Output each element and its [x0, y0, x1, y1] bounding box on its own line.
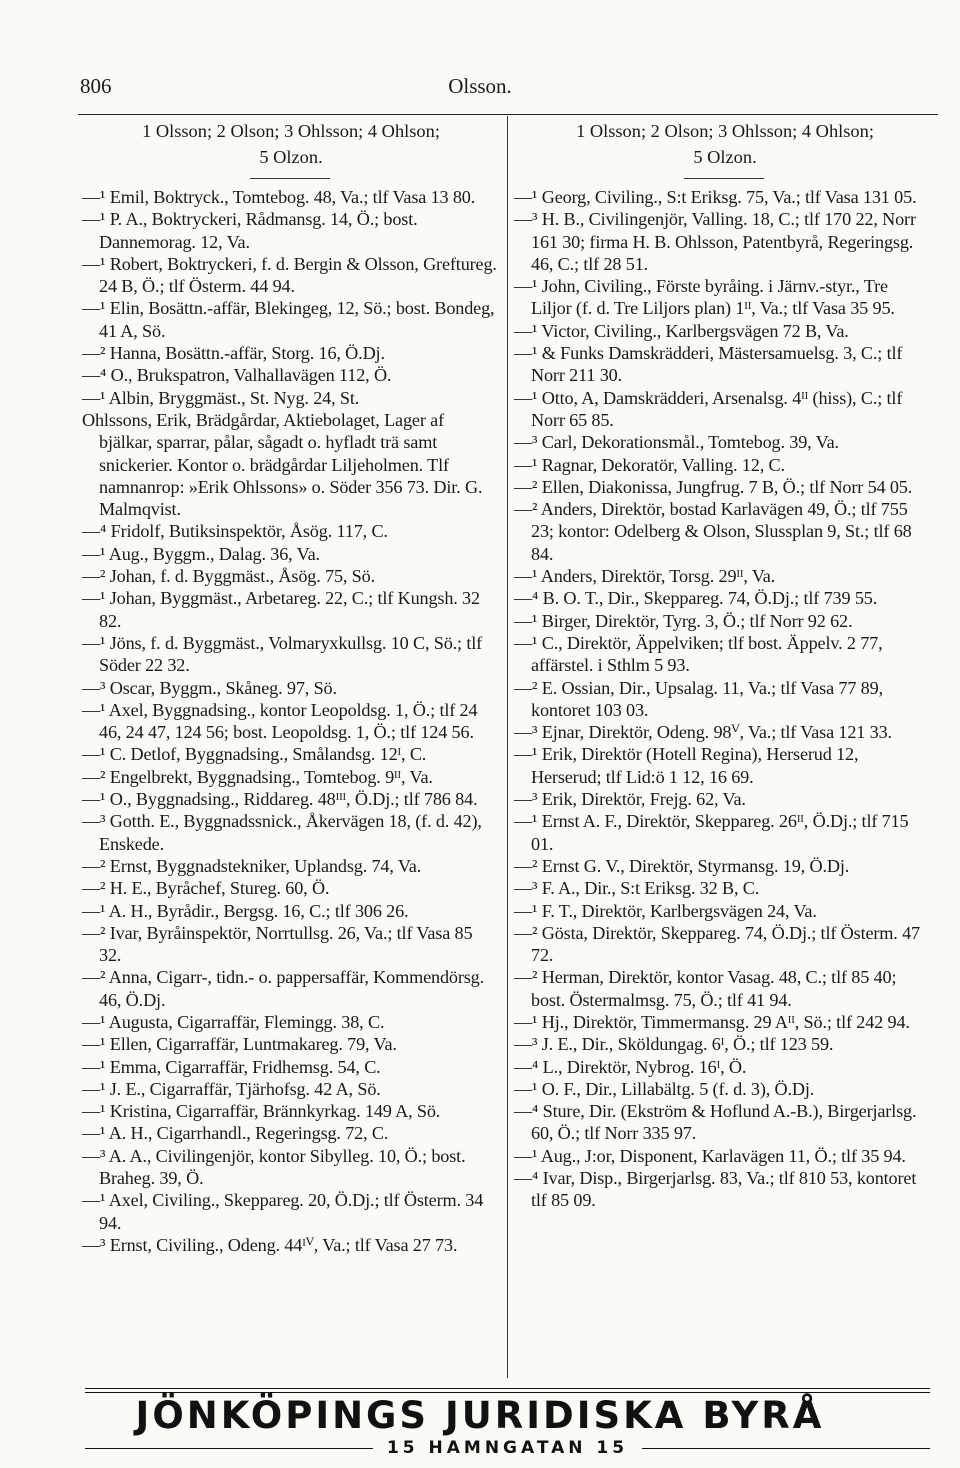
directory-entry: —² Ernst, Byggnadstekniker, Uplandsg. 74, Va.	[82, 855, 422, 876]
directory-entry: —¹ Erik, Direktör (Hotell Regina), Herserud 12, Herserud; tlf Lid:ö 1 12, 16 69.	[514, 744, 859, 787]
directory-entry: —³ Ejnar, Direktör, Odeng. 98ⱽ, Va.; tlf Vasa 121 33.	[514, 722, 892, 743]
directory-entry: —² Anna, Cigarr-, tidn.- o. pappersaffär, Kommendörsg. 46, Ö.Dj.	[82, 967, 485, 1010]
directory-entry: —¹ Otto, A, Damskrädderi, Arsenalsg. 4ᴵᴵ (hiss), C.; tlf Norr 65 85.	[514, 387, 903, 430]
directory-entry: —³ J. E., Dir., Sköldungag. 6ᴵ, Ö.; tlf 123 59.	[514, 1034, 834, 1055]
directory-entry: —¹ O. F., Dir., Lillabältg. 5 (f. d. 3), Ö.Dj.	[514, 1078, 815, 1099]
directory-entry: —¹ A. H., Cigarrhandl., Regeringsg. 72, C.	[82, 1123, 389, 1144]
header-rule	[78, 114, 938, 115]
directory-entry: —¹ Ernst A. F., Direktör, Skeppareg. 26ᴵᴵ, Ö.Dj.; tlf 715 01.	[514, 811, 909, 854]
directory-entry: —³ Carl, Dekorationsmål., Tomtebog. 39, Va.	[514, 432, 839, 453]
directory-entry: —² Anders, Direktör, bostad Karlavägen 49, Ö.; tlf 755 23; kontor: Odelberg & Olson, Slussplan 9, St.; tlf 68 84.	[514, 499, 912, 564]
advertisement-address-line	[85, 1438, 930, 1458]
directory-entry: —¹ Albin, Bryggmäst., St. Nyg. 24, St.	[82, 387, 360, 408]
directory-entry: —¹ Emma, Cigarraffär, Fridhemsg. 54, C.	[82, 1056, 381, 1077]
address-rule-right	[642, 1448, 930, 1449]
directory-entry: —¹ P. A., Boktryckeri, Rådmansg. 14, Ö.; bost. Dannemorag. 12, Va.	[82, 209, 418, 252]
directory-entry: —¹ John, Civiling., Förste byråing. i Järnv.-styr., Tre Liljor (f. d. Tre Liljors plan) 1ᴵᴵ, Va.; tlf Vasa 35 95.	[514, 276, 895, 319]
directory-entry: —¹ Aug., Byggm., Dalag. 36, Va.	[82, 543, 320, 564]
directory-entry: —² Herman, Direktör, kontor Vasag. 48, C.; tlf 85 40; bost. Östermalmsg. 75, Ö.; tlf 41 94.	[514, 967, 897, 1010]
advertisement-rule-top	[85, 1388, 930, 1389]
directory-entry: —⁴ O., Brukspatron, Valhallavägen 112, Ö.	[82, 365, 392, 386]
directory-entry: —¹ Elin, Bosättn.-affär, Blekingeg, 12, Sö.; bost. Bondeg, 41 A, Sö.	[82, 298, 495, 341]
column-header-right	[512, 118, 938, 178]
address-rule-left	[85, 1448, 373, 1449]
directory-entry: —¹ C., Direktör, Äppelviken; tlf bost. Äppelv. 2 77, affärstel. i Sthlm 5 93.	[514, 632, 883, 676]
page-number: 806	[80, 74, 112, 98]
column-header-line2: 5 Olzon.	[259, 147, 323, 167]
directory-entry: —¹ O., Byggnadsing., Riddareg. 48ᴵᴵᴵ, Ö.Dj.; tlf 786 84.	[82, 789, 478, 810]
header-underline-left	[250, 178, 330, 179]
directory-entry: —¹ Axel, Civiling., Skeppareg. 20, Ö.Dj.; tlf Österm. 34 94.	[82, 1190, 484, 1233]
directory-entry: —¹ & Funks Damskrädderi, Mästersamuelsg. 3, C.; tlf Norr 211 30.	[514, 343, 903, 386]
column-divider	[507, 116, 508, 1378]
directory-entry: —² Ivar, Byråinspektör, Norrtullsg. 26, Va.; tlf Vasa 85 32.	[82, 922, 473, 966]
header-underline-right	[684, 178, 764, 179]
left-column	[82, 186, 498, 1256]
directory-entry: —³ Erik, Direktör, Frejg. 62, Va.	[514, 789, 746, 810]
right-column	[514, 186, 930, 1212]
directory-entry: —¹ C. Detlof, Byggnadsing., Smålandsg. 12ᴵ, C.	[82, 744, 427, 765]
directory-entry: —¹ Victor, Civiling., Karlbergsvägen 72 B, Va.	[514, 320, 849, 341]
directory-entry: —¹ Axel, Byggnadsing., kontor Leopoldsg. 1, Ö.; tlf 24 46, 24 47, 124 56; bost. Leopoldsg. 1, Ö.; tlf 124 56.	[82, 699, 478, 743]
directory-entry: —¹ Robert, Boktryckeri, f. d. Bergin & Olsson, Greftureg. 24 B, Ö.; tlf Österm. 44 94.	[82, 253, 497, 297]
directory-entry: —¹ Kristina, Cigarraffär, Brännkyrkag. 149 A, Sö.	[82, 1101, 441, 1122]
directory-entry: —² Johan, f. d. Byggmäst., Åsög. 75, Sö.	[82, 566, 375, 587]
directory-entry: —² Gösta, Direktör, Skeppareg. 74, Ö.Dj.; tlf Österm. 47 72.	[514, 922, 920, 966]
directory-entry: —⁴ Fridolf, Butiksinspektör, Åsög. 117, C.	[82, 521, 388, 542]
column-header-left	[78, 118, 504, 178]
column-header-line1: 1 Olsson; 2 Olson; 3 Ohlsson; 4 Ohlson;	[576, 121, 874, 141]
directory-entry: —¹ F. T., Direktör, Karlbergsvägen 24, Va.	[514, 900, 817, 921]
directory-entry: —³ H. B., Civilingenjör, Valling. 18, C.; tlf 170 22, Norr 161 30; firma H. B. Ohlsson, Patentbyrå, Regeringsg. 46, C.; tlf 28 51.	[514, 209, 916, 274]
directory-entry: —³ Ernst, Civiling., Odeng. 44ᴵⱽ, Va.; tlf Vasa 27 73.	[82, 1234, 458, 1255]
directory-entry: —² Hanna, Bosättn.-affär, Storg. 16, Ö.Dj.	[82, 343, 385, 364]
directory-entry: Ohlssons, Erik, Brädgårdar, Aktiebolaget, Lager af bjälkar, sparrar, pålar, sågadt o. hyfladt trä samt snickerier. Kontor o. brädgårdar Liljeholmen. Tlf namnanrop: »Erik Ohlssons» o. Söder 356 73. Dir. G. Malmqvist.	[82, 409, 483, 520]
advertisement-rule-bottom	[85, 1392, 930, 1393]
running-head: Olsson.	[448, 74, 512, 98]
directory-entry: —² Engelbrekt, Byggnadsing., Tomtebog. 9ᴵᴵ, Va.	[82, 766, 433, 787]
directory-entry: —⁴ B. O. T., Dir., Skeppareg. 74, Ö.Dj.; tlf 739 55.	[514, 588, 878, 609]
column-header-line2: 5 Olzon.	[693, 147, 757, 167]
directory-entry: —² Ellen, Diakonissa, Jungfrug. 7 B, Ö.; tlf Norr 54 05.	[514, 476, 913, 497]
directory-entry: —¹ Ellen, Cigarraffär, Luntmakareg. 79, Va.	[82, 1034, 397, 1055]
directory-entry: —¹ Georg, Civiling., S:t Eriksg. 75, Va.; tlf Vasa 131 05.	[514, 187, 917, 207]
directory-entry: —² Ernst G. V., Direktör, Styrmansg. 19, Ö.Dj.	[514, 855, 850, 876]
directory-entry: —¹ A. H., Byrådir., Bergsg. 16, C.; tlf 306 26.	[82, 900, 409, 921]
directory-entry: —⁴ Ivar, Disp., Birgerjarlsg. 83, Va.; tlf 810 53, kontoret tlf 85 09.	[514, 1168, 917, 1211]
advertisement-title: JÖNKÖPINGS JURIDISKA BYRÅ	[135, 1394, 825, 1437]
directory-entry: —¹ J. E., Cigarraffär, Tjärhofsg. 42 A, Sö.	[82, 1078, 381, 1099]
directory-entry: —² E. Ossian, Dir., Upsalag. 11, Va.; tlf Vasa 77 89, kontoret 103 03.	[514, 677, 883, 720]
column-header-line1: 1 Olsson; 2 Olson; 3 Ohlsson; 4 Ohlson;	[142, 121, 440, 141]
directory-entry: —¹ Anders, Direktör, Torsg. 29ᴵᴵ, Va.	[514, 566, 776, 587]
directory-entry: —³ Gotth. E., Byggnadssnick., Åkervägen 18, (f. d. 42), Enskede.	[82, 811, 482, 854]
directory-entry: —¹ Ragnar, Dekoratör, Valling. 12, C.	[514, 454, 785, 475]
directory-entry: —¹ Hj., Direktör, Timmermansg. 29 Aᴵᴵ, Sö.; tlf 242 94.	[514, 1011, 910, 1032]
directory-entry: —¹ Aug., J:or, Disponent, Karlavägen 11, Ö.; tlf 35 94.	[514, 1145, 906, 1166]
directory-entry: —³ Oscar, Byggm., Skåneg. 97, Sö.	[82, 677, 337, 698]
directory-entry: —³ A. A., Civilingenjör, kontor Sibylleg. 10, Ö.; bost. Braheg. 39, Ö.	[82, 1145, 466, 1189]
directory-entry: —¹ Jöns, f. d. Byggmäst., Volmaryxkullsg. 10 C, Sö.; tlf Söder 22 32.	[82, 632, 483, 676]
advertisement-address: 15 HAMNGATAN 15	[386, 1438, 629, 1458]
directory-entry: —² H. E., Byråchef, Stureg. 60, Ö.	[82, 878, 330, 899]
directory-entry: —¹ Birger, Direktör, Tyrg. 3, Ö.; tlf Norr 92 62.	[514, 610, 853, 631]
directory-entry: —¹ Johan, Byggmäst., Arbetareg. 22, C.; tlf Kungsh. 32 82.	[82, 588, 480, 631]
directory-entry: —³ F. A., Dir., S:t Eriksg. 32 B, C.	[514, 878, 760, 899]
directory-entry: —⁴ Sture, Dir. (Ekström & Hoflund A.-B.), Birgerjarlsg. 60, Ö.; tlf Norr 335 97.	[514, 1101, 917, 1144]
directory-entry: —⁴ L., Direktör, Nybrog. 16ᴵ, Ö.	[514, 1056, 747, 1077]
directory-entry: —¹ Emil, Boktryck., Tomtebog. 48, Va.; tlf Vasa 13 80.	[82, 187, 476, 207]
directory-entry: —¹ Augusta, Cigarraffär, Flemingg. 38, C.	[82, 1011, 385, 1032]
